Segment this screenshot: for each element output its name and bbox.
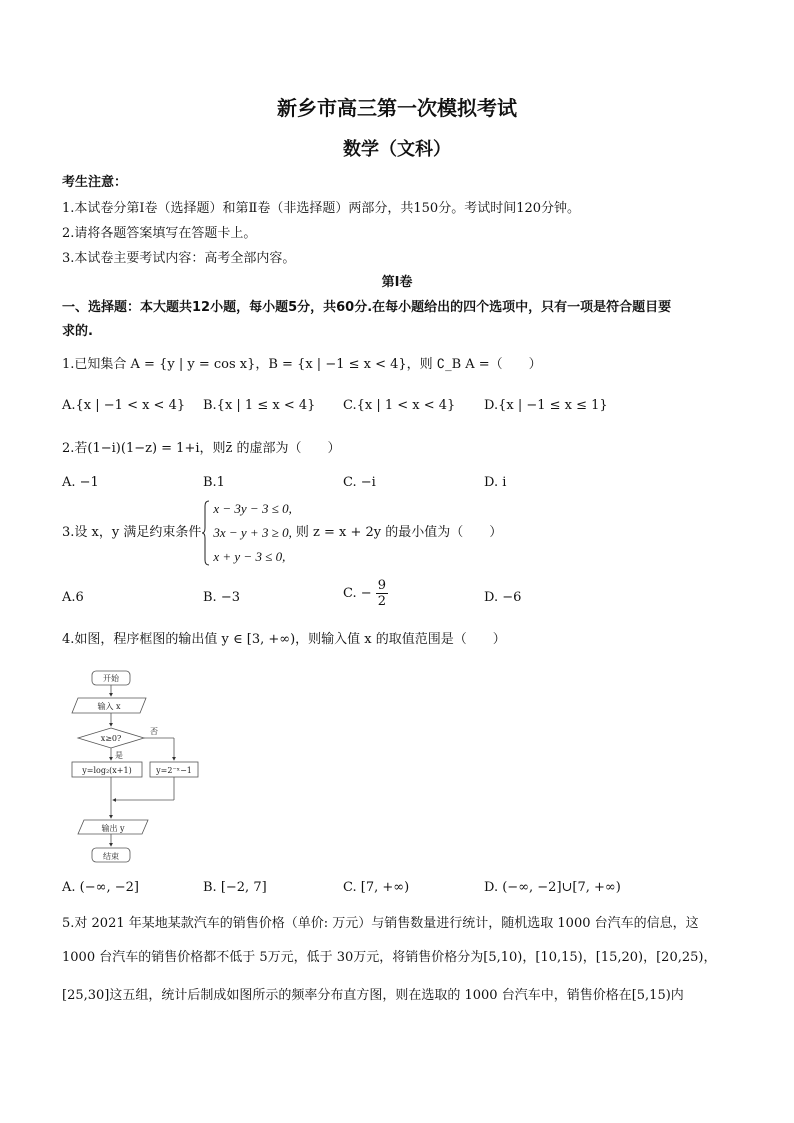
section-instructions-cont: 求的. [62, 324, 93, 339]
question-3-option-b: B. −3 [203, 590, 240, 605]
question-2-option-b: B.1 [203, 475, 225, 490]
question-3-stem [62, 500, 502, 566]
section-instructions: 一、选择题：本大题共12小题，每小题5分，共60分.在每小题给出的四个选项中，只有一项是符合题目要 [62, 300, 672, 315]
notice-heading: 考生注意： [62, 175, 128, 190]
exam-subtitle: 数学（文科） [343, 139, 451, 160]
question-3-option-c [343, 578, 388, 609]
numerator: 9 [377, 578, 387, 593]
question-1-stem: 1.已知集合 A = {y | y = cos x}，B = {x | −1 ≤ x < 4}，则 ∁_B A =（ ） [62, 357, 542, 372]
notice-item: 2.请将各题答案填写在答题卡上。 [62, 226, 257, 241]
question-4-option-b: B. [−2, 7] [203, 880, 267, 895]
brace [201, 500, 211, 566]
flowchart-input-label: 输入 x [97, 702, 121, 711]
question-4-option-d: D. (−∞, −2]∪[7, +∞) [484, 880, 621, 895]
notice-item: 1.本试卷分第Ⅰ卷（选择题）和第Ⅱ卷（非选择题）两部分，共150分。考试时间120分钟。 [62, 201, 581, 216]
flowchart [66, 666, 216, 868]
question-3-stem-prefix: 3.设 x，y 满足约束条件 [62, 525, 202, 540]
question-5-line: 5.对 2021 年某地某款汽车的销售价格（单价: 万元）与销售数量进行统计，随机选取 1000 台汽车的信息，这 [62, 916, 699, 931]
fraction [376, 578, 388, 609]
flowchart-no-branch-label: y=2⁻ˣ−1 [156, 766, 192, 775]
question-3-option-a: A.6 [62, 590, 84, 605]
question-3-option-d: D. −6 [484, 590, 522, 605]
question-2-option-a: A. −1 [62, 475, 99, 490]
question-1-option-d: D.{x | −1 ≤ x ≤ 1} [484, 398, 608, 413]
denominator: 2 [377, 594, 387, 609]
question-4-option-c: C. [7, +∞) [343, 880, 410, 895]
question-4-option-a: A. (−∞, −2] [62, 880, 139, 895]
notice-item: 3.本试卷主要考试内容：高考全部内容。 [62, 251, 296, 266]
question-1-option-c: C.{x | 1 < x < 4} [343, 398, 456, 413]
question-1-option-a: A.{x | −1 < x < 4} [62, 398, 186, 413]
exam-title: 新乡市高三第一次模拟考试 [277, 96, 517, 120]
question-2-stem: 2.若(1−i)(1−z) = 1+i，则z̄ 的虚部为（ ） [62, 441, 341, 456]
question-2-option-d: D. i [484, 475, 507, 490]
flowchart-output-label: 输出 y [101, 824, 125, 833]
flowchart-yes-label: 是 [115, 751, 123, 760]
flowchart-start-label: 开始 [103, 674, 119, 683]
question-1-option-b: B.{x | 1 ≤ x < 4} [203, 398, 316, 413]
constraint: x + y − 3 ≤ 0, [213, 549, 286, 564]
question-5-line: [25,30]这五组，统计后制成如图所示的频率分布直方图，则在选取的 1000 台汽车中，销售价格在[5,15)内 [62, 988, 684, 1003]
constraints [213, 500, 291, 566]
option-label: C. − [343, 586, 372, 601]
question-2-option-c: C. −i [343, 475, 376, 490]
question-5-line: 1000 台汽车的销售价格都不低于 5万元，低于 30万元，将销售价格分为[5,10)，[10,15)，[15,20)，[20,25)， [62, 950, 717, 965]
flowchart-no-label: 否 [150, 727, 158, 736]
constraint: x − 3y − 3 ≤ 0, [213, 501, 292, 516]
question-3-stem-suffix: 则 z = x + 2y 的最小值为（ ） [295, 525, 503, 540]
flowchart-end-label: 结束 [103, 852, 119, 861]
flowchart-condition-label: x≥0? [100, 734, 122, 743]
constraint: 3x − y + 3 ≥ 0, [213, 525, 292, 540]
flowchart-yes-branch-label: y=log₂(x+1) [82, 766, 132, 775]
part-title: 第Ⅰ卷 [381, 275, 413, 290]
question-4-stem: 4.如图，程序框图的输出值 y ∈ [3, +∞)，则输入值 x 的取值范围是（ ） [62, 632, 506, 647]
